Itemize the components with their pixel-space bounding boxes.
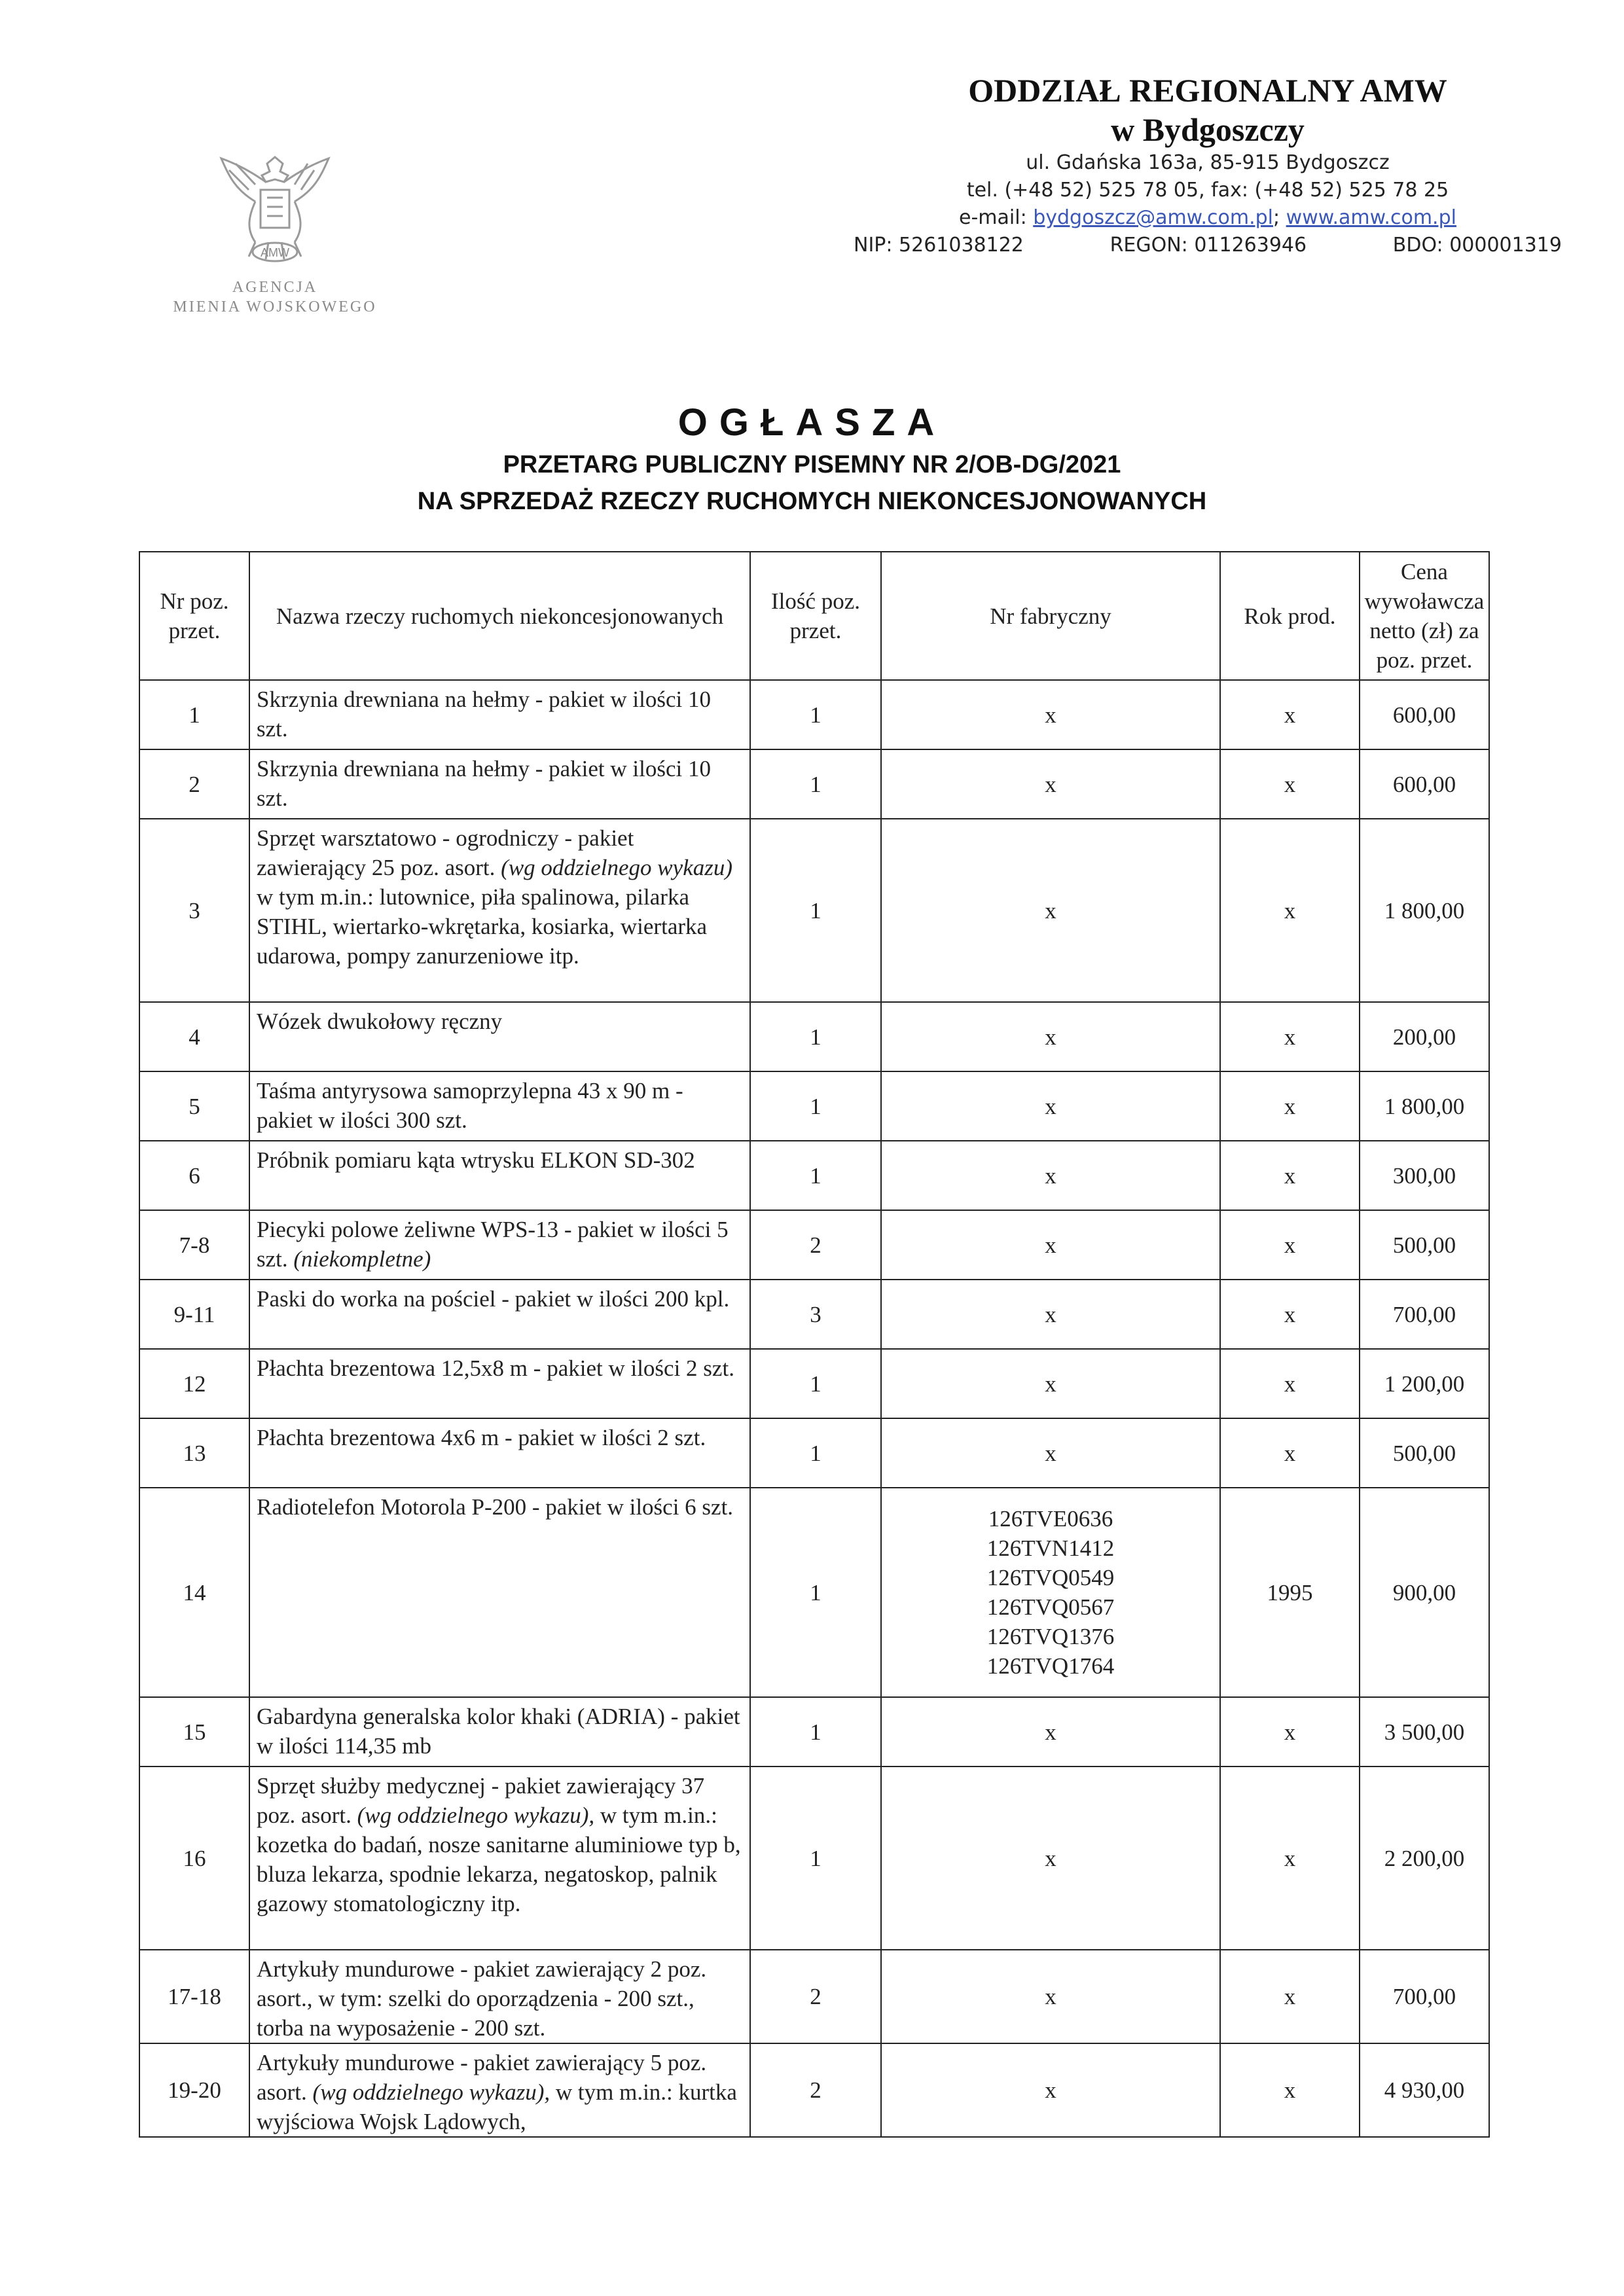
cell-serial: x (881, 1418, 1220, 1488)
phone-fax: tel. (+48 52) 525 78 05, fax: (+48 52) 525 78 25 (966, 179, 1449, 202)
table-row (139, 1071, 1489, 1141)
item-name-cont: w tym m.in.: kozetka do badań, nosze sanitarne aluminiowe typ b, bluza lekarza, spodnie lekarza, negatoskop, palnik gazowy stomatologiczny itp. (257, 1803, 741, 1916)
cell-year: x (1220, 1210, 1360, 1280)
cell-nr: 2 (139, 749, 249, 819)
contact-separator: ; (1273, 206, 1286, 229)
cell-name (249, 1767, 750, 1950)
serial-number: 126TVE0636 (988, 1506, 1113, 1532)
item-name: Artykuły mundurowe - pakiet zawierający 5 poz. asort. (257, 2050, 707, 2105)
regon: REGON: 011263946 (1110, 234, 1307, 257)
registry-ids (851, 232, 1564, 259)
email-link[interactable]: bydgoszcz@amw.com.pl (1033, 206, 1273, 229)
item-name-note: (niekompletne) (293, 1246, 431, 1272)
item-name: Skrzynia drewniana na hełmy - pakiet w ilości 10 szt. (257, 756, 711, 811)
cell-name (249, 1697, 750, 1767)
cell-year: x (1220, 749, 1360, 819)
cell-qty: 1 (750, 749, 881, 819)
item-name: Gabardyna generalska kolor khaki (ADRIA) - pakiet w ilości 114,35 mb (257, 1704, 740, 1759)
cell-year: x (1220, 1071, 1360, 1141)
cell-name (249, 1418, 750, 1488)
cell-year: x (1220, 1141, 1360, 1210)
cell-nr: 4 (139, 1002, 249, 1071)
cell-year: x (1220, 1767, 1360, 1950)
cell-serial: x (881, 2043, 1220, 2137)
cell-qty: 1 (750, 819, 881, 1002)
cell-serial: x (881, 819, 1220, 1002)
tender-number: PRZETARG PUBLICZNY PISEMNY NR 2/OB-DG/2021 (503, 451, 1121, 478)
cell-serial: x (881, 1950, 1220, 2043)
contact-line (851, 204, 1564, 232)
serial-number: 126TVQ0567 (986, 1594, 1115, 1620)
cell-serial (881, 1488, 1220, 1697)
cell-year: x (1220, 819, 1360, 1002)
cell-price: 700,00 (1360, 1950, 1489, 2043)
cell-qty: 2 (750, 1210, 881, 1280)
cell-price: 1 800,00 (1360, 1071, 1489, 1141)
cell-name (249, 1141, 750, 1210)
col-header-qty: Ilość poz. przet. (750, 552, 881, 680)
table-row (139, 819, 1489, 1002)
item-name: Płachta brezentowa 12,5x8 m - pakiet w ilości 2 szt. (257, 1355, 734, 1381)
item-name-note: (wg oddzielnego wykazu), (312, 2079, 550, 2105)
cell-nr: 1 (139, 680, 249, 749)
cell-serial: x (881, 1280, 1220, 1349)
table-row (139, 1697, 1489, 1767)
nip: NIP: 5261038122 (854, 234, 1024, 257)
item-name: Paski do worka na pościel - pakiet w ilości 200 kpl. (257, 1286, 730, 1312)
cell-year: 1995 (1220, 1488, 1360, 1697)
item-name: Próbnik pomiaru kąta wtrysku ELKON SD-302 (257, 1147, 695, 1173)
cell-qty: 1 (750, 1141, 881, 1210)
email-label: e-mail: (959, 206, 1034, 229)
cell-nr: 6 (139, 1141, 249, 1210)
logo-line-1: AGENCJA (232, 279, 318, 296)
table-row (139, 1767, 1489, 1950)
cell-price: 300,00 (1360, 1141, 1489, 1210)
cell-qty: 1 (750, 1697, 881, 1767)
cell-name (249, 1210, 750, 1280)
cell-name (249, 1349, 750, 1418)
table-row (139, 1950, 1489, 2043)
serial-number: 126TVQ1764 (986, 1653, 1115, 1679)
cell-serial: x (881, 680, 1220, 749)
cell-serial: x (881, 1071, 1220, 1141)
table-row (139, 2043, 1489, 2137)
cell-qty: 2 (750, 2043, 881, 2137)
cell-year: x (1220, 1280, 1360, 1349)
logo-line-2: MIENIA WOJSKOWEGO (173, 298, 377, 315)
cell-nr: 7-8 (139, 1210, 249, 1280)
cell-serial: x (881, 1210, 1220, 1280)
item-name-note: (wg oddzielnego wykazu), (357, 1803, 595, 1828)
cell-price: 600,00 (1360, 749, 1489, 819)
table-row (139, 1488, 1489, 1697)
cell-price: 600,00 (1360, 680, 1489, 749)
cell-nr: 3 (139, 819, 249, 1002)
item-name: Sprzęt służby medycznej - pakiet zawierający 37 poz. asort. (257, 1773, 705, 1828)
tender-subject: NA SPRZEDAŻ RZECZY RUCHOMYCH NIEKONCESJONOWANYCH (417, 488, 1207, 515)
table-row (139, 1418, 1489, 1488)
cell-qty: 1 (750, 1488, 881, 1697)
cell-year: x (1220, 1418, 1360, 1488)
cell-name (249, 749, 750, 819)
letterhead (851, 71, 1564, 259)
serial-number: 126TVQ0549 (986, 1565, 1115, 1590)
cell-serial: x (881, 1767, 1220, 1950)
cell-year: x (1220, 680, 1360, 749)
cell-qty: 3 (750, 1280, 881, 1349)
cell-price: 3 500,00 (1360, 1697, 1489, 1767)
cell-nr: 12 (139, 1349, 249, 1418)
bdo: BDO: 000001319 (1392, 234, 1562, 257)
cell-year: x (1220, 1002, 1360, 1071)
cell-qty: 1 (750, 1418, 881, 1488)
cell-nr: 19-20 (139, 2043, 249, 2137)
cell-nr: 5 (139, 1071, 249, 1141)
cell-serial: x (881, 1697, 1220, 1767)
organization-city: w Bydgoszczy (1111, 111, 1305, 148)
table-row (139, 1141, 1489, 1210)
eagle-emblem-icon (209, 144, 340, 268)
cell-price: 1 800,00 (1360, 819, 1489, 1002)
table-header-row (139, 552, 1489, 680)
cell-name (249, 2043, 750, 2137)
cell-qty: 1 (750, 1002, 881, 1071)
item-name: Sprzęt warsztatowo - ogrodniczy - pakiet zawierający 25 poz. asort. (257, 825, 634, 880)
item-name: Radiotelefon Motorola P-200 - pakiet w ilości 6 szt. (257, 1494, 734, 1520)
item-name-cont: w tym m.in.: lutownice, piła spalinowa, pilarka STIHL, wiertarko-wkrętarka, kosiarka, wiertarka udarowa, pompy zanurzeniowe itp. (257, 884, 708, 969)
col-header-nr: Nr poz. przet. (139, 552, 249, 680)
cell-qty: 1 (750, 1767, 881, 1950)
table-row (139, 1280, 1489, 1349)
logo-badge: AMW (261, 246, 289, 259)
cell-year: x (1220, 1349, 1360, 1418)
cell-price: 1 200,00 (1360, 1349, 1489, 1418)
col-header-serial: Nr fabryczny (881, 552, 1220, 680)
organization-name: ODDZIAŁ REGIONALNY AMW (968, 72, 1447, 109)
cell-year: x (1220, 2043, 1360, 2137)
cell-name (249, 1280, 750, 1349)
cell-price: 4 930,00 (1360, 2043, 1489, 2137)
cell-serial: x (881, 749, 1220, 819)
cell-price: 2 200,00 (1360, 1767, 1489, 1950)
cell-price: 900,00 (1360, 1488, 1489, 1697)
cell-name (249, 680, 750, 749)
col-header-year: Rok prod. (1220, 552, 1360, 680)
cell-price: 200,00 (1360, 1002, 1489, 1071)
agency-logo (164, 144, 386, 327)
cell-nr: 13 (139, 1418, 249, 1488)
cell-name (249, 1071, 750, 1141)
cell-nr: 17-18 (139, 1950, 249, 2043)
item-name: Wózek dwukołowy ręczny (257, 1009, 503, 1034)
cell-qty: 1 (750, 1071, 881, 1141)
cell-name (249, 819, 750, 1002)
cell-name (249, 1002, 750, 1071)
cell-year: x (1220, 1950, 1360, 2043)
item-name-cont: w tym m.in.: kurtka wyjściowa Wojsk Lądowych, (257, 2079, 737, 2134)
cell-year: x (1220, 1697, 1360, 1767)
item-name-note: (wg oddzielnego wykazu) (501, 855, 732, 880)
table-row (139, 1349, 1489, 1418)
cell-name (249, 1488, 750, 1697)
cell-price: 500,00 (1360, 1210, 1489, 1280)
col-header-name: Nazwa rzeczy ruchomych niekoncesjonowanych (249, 552, 750, 680)
cell-price: 500,00 (1360, 1418, 1489, 1488)
item-name: Płachta brezentowa 4x6 m - pakiet w ilości 2 szt. (257, 1425, 706, 1450)
cell-qty: 1 (750, 680, 881, 749)
announce-heading: OGŁASZA (677, 401, 947, 444)
cell-name (249, 1950, 750, 2043)
website-link[interactable]: www.amw.com.pl (1286, 206, 1456, 229)
cell-qty: 1 (750, 1349, 881, 1418)
cell-price: 700,00 (1360, 1280, 1489, 1349)
cell-serial: x (881, 1141, 1220, 1210)
serial-number: 126TVQ1376 (986, 1624, 1115, 1649)
cell-serial: x (881, 1349, 1220, 1418)
address: ul. Gdańska 163a, 85-915 Bydgoszcz (1026, 151, 1390, 174)
table-row (139, 680, 1489, 749)
item-name: Skrzynia drewniana na hełmy - pakiet w ilości 10 szt. (257, 687, 711, 742)
serial-number: 126TVN1412 (986, 1535, 1115, 1561)
table-row (139, 749, 1489, 819)
item-name: Piecyki polowe żeliwne WPS-13 - pakiet w ilości 5 szt. (257, 1217, 729, 1272)
logo-caption (164, 278, 386, 317)
item-name: Taśma antyrysowa samoprzylepna 43 x 90 m - pakiet w ilości 300 szt. (257, 1078, 683, 1133)
table-row (139, 1210, 1489, 1280)
cell-nr: 9-11 (139, 1280, 249, 1349)
cell-nr: 16 (139, 1767, 249, 1950)
cell-qty: 2 (750, 1950, 881, 2043)
item-name: Artykuły mundurowe - pakiet zawierający 2 poz. asort., w tym: szelki do oporządzenia - 200 szt., torba na wyposażenie - 200 szt. (257, 1956, 707, 2041)
cell-nr: 15 (139, 1697, 249, 1767)
table-row (139, 1002, 1489, 1071)
items-table (139, 551, 1490, 2138)
cell-nr: 14 (139, 1488, 249, 1697)
announcement-title (0, 399, 1624, 520)
cell-serial: x (881, 1002, 1220, 1071)
col-header-price: Cena wywoławcza netto (zł) za poz. przet. (1360, 552, 1489, 680)
